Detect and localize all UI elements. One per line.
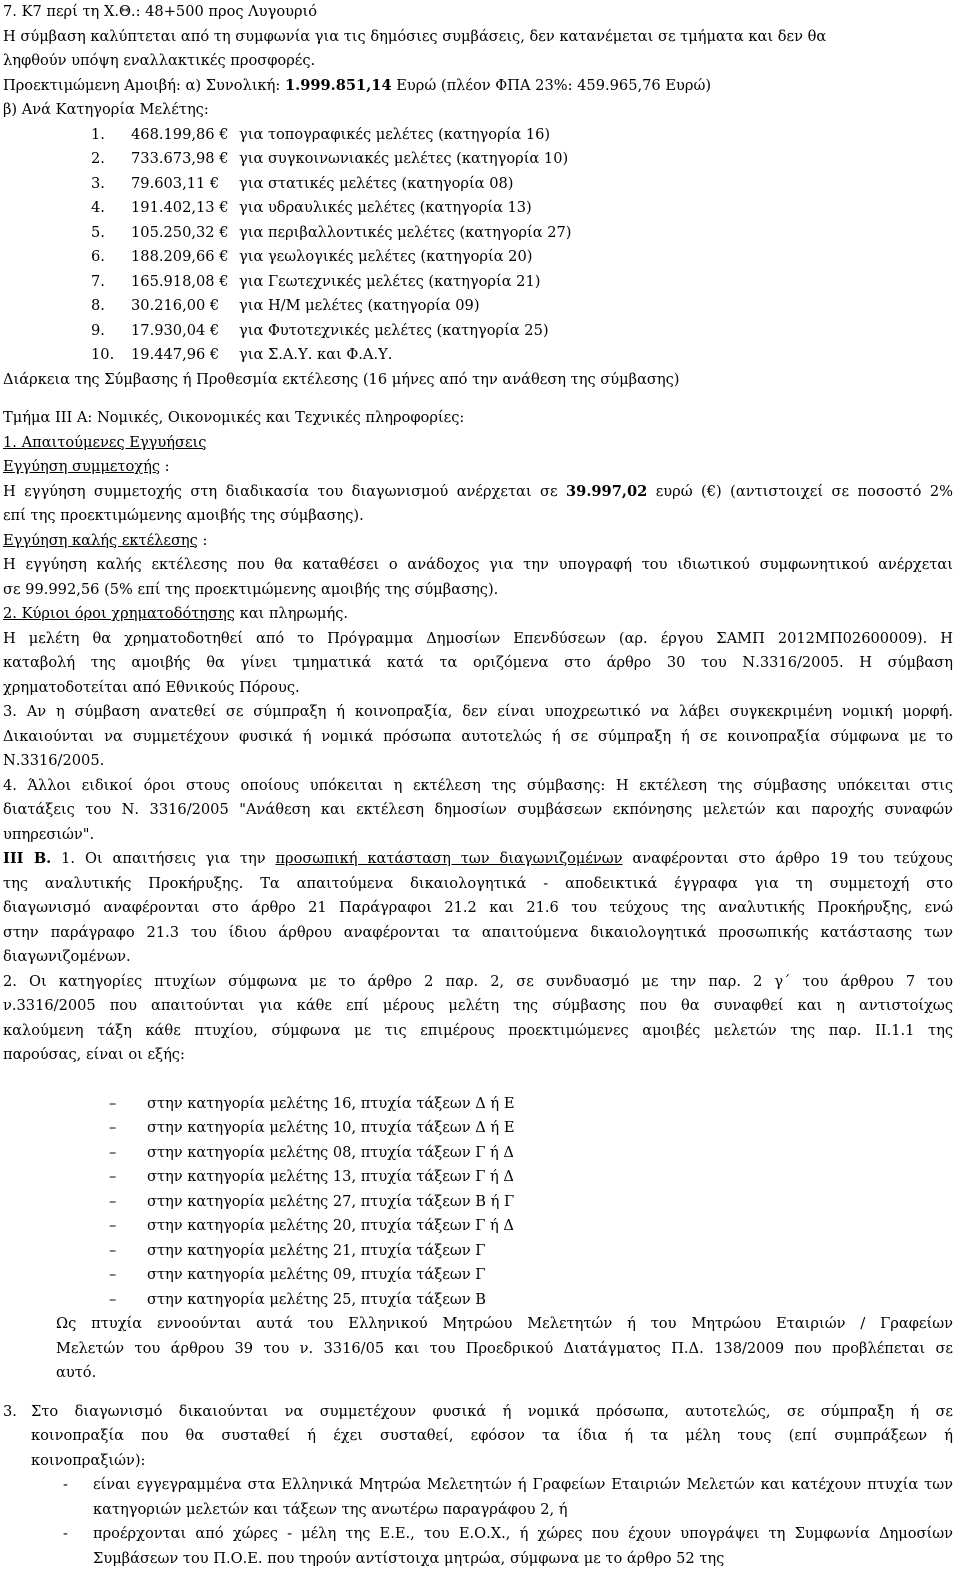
joint-venture-line-2: Δικαιούνται να συμμετέχουν φυσικά ή νομικά πρόσωπα αυτοτελώς ή σε σύμπραξη ή σε κοινοπραξία σύμφωνα με το <box>3 727 953 745</box>
eligibility-number: 3. <box>3 1402 17 1420</box>
iiib-label: ΙΙΙ Β. <box>3 850 52 867</box>
section-title: Τμήμα ΙΙΙ Α: Νομικές, Οικονομικές και Τεχνικές πληροφορίες: <box>3 409 465 426</box>
joint-venture-line-3: Ν.3316/2005. <box>3 752 105 769</box>
financing-line-1: Η μελέτη θα χρηματοδοτηθεί από το Πρόγραμμα Δημοσίων Επενδύσεων (αρ. έργου ΣΑΜΠ 2012ΜΠ02600009). Η <box>3 629 953 647</box>
degrees-note <box>56 1312 953 1386</box>
degree-item: – στην κατηγορία μελέτης 08, πτυχία τάξεων Γ ή Δ <box>109 1143 514 1161</box>
degrees-note-line-1: Ως πτυχία εννοούνται αυτά του Ελληνικού Μητρώου Μελετητών ή του Μητρώου Εταιριών / Γραφείων <box>56 1315 953 1332</box>
participation-amount: 39.997,02 <box>566 482 648 500</box>
contract-coverage-line-2: ληφθούν υπόψη εναλλακτικές προσφορές. <box>3 52 316 69</box>
degree-item: – στην κατηγορία μελέτης 09, πτυχία τάξεων Γ <box>109 1266 486 1283</box>
degree-item: – στην κατηγορία μελέτης 20, πτυχία τάξεων Γ ή Δ <box>109 1217 514 1234</box>
estimated-fee-label: Προεκτιμώμενη Αμοιβή: <box>3 76 181 94</box>
eligibility-line-2: κοινοπραξία που θα συσταθεί ή έχει συσταθεί, εφόσον τα ίδια ή τα μέλη τους (επί συμπράξεων ή <box>31 1427 953 1444</box>
fee-list <box>91 123 953 368</box>
eligibility-line-1: Στο διαγωνισμό δικαιούνται να συμμετέχουν φυσικά ή νομικά πρόσωπα, αυτοτελώς, σε σύμπραξη ή σε <box>31 1402 953 1420</box>
degrees-intro-line-2: ν.3316/2005 που απαιτούνται για κάθε επί μέρους μελέτη της σύμβασης που θα συναφθεί και η αντιστοίχως <box>3 997 953 1014</box>
fee-row: 2. 733.673,98 € για συγκοινωνιακές μελέτες (κατηγορία 10) <box>91 150 569 167</box>
header-line: 7. Κ7 περί τη Χ.Θ.: 48+500 προς Λυγουριό <box>3 3 318 20</box>
estimated-fee-line: Προεκτιμώμενη Αμοιβή: α) Συνολική: 1.999.851,14 Ευρώ (πλέον ΦΠΑ 23%: 459.965,76 Ευρώ) <box>3 76 712 94</box>
fee-row: 3. 79.603,11 € για στατικές μελέτες (κατηγορία 08) <box>91 174 514 192</box>
personal-status-link-text: προσωπική κατάσταση των διαγωνιζομένων <box>275 850 623 867</box>
eligibility-paragraph <box>3 1400 953 1474</box>
iiib-line-5: διαγωνιζομένων. <box>3 948 131 965</box>
spacer <box>3 1386 953 1400</box>
degree-list <box>109 1092 953 1313</box>
special-terms-line-1: 4. Άλλοι ειδικοί όροι στους οποίους υπόκειται η εκτέλεση της σύμβασης: Η εκτέλεση της σύμβασης υπόκειται στις <box>3 776 953 794</box>
degrees-intro-line-1: 2. Οι κατηγορίες πτυχίων σύμφωνα με το άρθρο 2 παρ. 2, σε συνδυασμό με την παρ. 2 γ΄ του άρθρου 7 του <box>3 972 953 990</box>
performance-heading: Εγγύηση καλής εκτέλεσης <box>3 531 198 549</box>
degree-item: – στην κατηγορία μελέτης 10, πτυχία τάξεων Δ ή Ε <box>109 1119 515 1136</box>
duration-line: Διάρκεια της Σύμβασης ή Προθεσμία εκτέλεσης (16 μήνες από την ανάθεση της σύμβασης) <box>3 370 680 388</box>
participation-heading-line: Εγγύηση συμμετοχής : <box>3 458 170 475</box>
degree-item: – στην κατηγορία μελέτης 27, πτυχία τάξεων Β ή Γ <box>109 1192 515 1210</box>
degrees-intro-line-3: καλούμενη τάξη κάθε πτυχίου, σύμφωνα με τις επιμέρους προεκτιμώμενες αμοιβές μελετών της παρ. ΙΙ.1.1 της <box>3 1021 953 1039</box>
fee-row: 6. 188.209,66 € για γεωλογικές μελέτες (κατηγορία 20) <box>91 248 533 265</box>
fee-row: 1. 468.199,86 € για τοπογραφικές μελέτες (κατηγορία 16) <box>91 125 551 143</box>
participation-heading: Εγγύηση συμμετοχής <box>3 458 161 475</box>
financing-line-3: χρηματοδοτείται από Εθνικούς Πόρους. <box>3 678 300 696</box>
degree-item: – στην κατηγορία μελέτης 13, πτυχία τάξεων Γ ή Δ <box>109 1168 514 1185</box>
eligibility-sub-item: - προέρχονται από χώρες - μέλη της Ε.Ε., του Ε.Ο.Χ., ή χώρες που έχουν υπογράψει τη Συμφωνία Δημοσίων Συμβάσεων του Π.Ο.Ε. που τηρούν αντίστοιχα μητρώα, σύμφωνα με το άρθρο 52 της <box>63 1525 953 1567</box>
participation-line-1: Η εγγύηση συμμετοχής στη διαδικασία του διαγωνισμού ανέρχεται σε 39.997,02 ευρώ (€) (αντιστοιχεί σε ποσοστό 2% <box>3 482 953 500</box>
fee-by-category-label: β) Ανά Κατηγορία Μελέτης: <box>3 101 209 118</box>
degree-item: – στην κατηγορία μελέτης 25, πτυχία τάξεων Β <box>109 1290 486 1308</box>
eligibility-sub-list <box>63 1473 953 1571</box>
degree-item: – στην κατηγορία μελέτης 16, πτυχία τάξεων Δ ή Ε <box>109 1094 515 1112</box>
performance-line-1: Η εγγύηση καλής εκτέλεσης που θα καταθέσει ο ανάδοχος για την υπογραφή του ιδιωτικού συμφωνητικού ανέρχεται <box>3 556 953 573</box>
degree-item: – στην κατηγορία μελέτης 21, πτυχία τάξεων Γ <box>109 1241 486 1259</box>
iiib-line-3: διαγωνισμό αναφέρονται στο άρθρο 21 Παράγραφοι 21.2 και 21.6 του τεύχους της αναλυτικής Προκήρυξης, ενώ <box>3 899 953 916</box>
fee-row: 5. 105.250,32 € για περιβαλλοντικές μελέτες (κατηγορία 27) <box>91 223 572 241</box>
fee-row: 7. 165.918,08 € για Γεωτεχνικές μελέτες (κατηγορία 21) <box>91 272 541 290</box>
performance-line-2: σε 99.992,56 (5% επί της προεκτιμώμενης αμοιβής της σύμβασης). <box>3 580 499 598</box>
participation-line-2: επί της προεκτιμώμενης αμοιβής της σύμβασης). <box>3 507 364 524</box>
degrees-note-line-2: Μελετών του άρθρου 39 του ν. 3316/05 και του Προεδρικού Διατάγματος Π.Δ. 138/2009 που προβλέπεται σε <box>56 1339 953 1357</box>
financing-heading: 2. Κύριοι όροι χρηματοδότησης <box>3 605 235 622</box>
joint-venture-line-1: 3. Αν η σύμβαση ανατεθεί σε σύμπραξη ή κοινοπραξία, δεν είναι υποχρεωτικό να λάβει συγκεκριμένη νομική μορφή. <box>3 703 953 720</box>
guarantees-heading: 1. Απαιτούμενες Εγγυήσεις <box>3 433 207 451</box>
spacer <box>3 392 953 406</box>
financing-line-2: καταβολή της αμοιβής θα γίνει τμηματικά κατά τα οριζόμενα στο άρθρο 30 του Ν.3316/2005. Η σύμβαση <box>3 654 953 671</box>
degrees-intro-line-4: παρούσας, είναι οι εξής: <box>3 1046 185 1063</box>
fee-row: 10. 19.447,96 € για Σ.Α.Υ. και Φ.Α.Υ. <box>91 346 393 363</box>
performance-heading-line: Εγγύηση καλής εκτέλεσης : <box>3 531 208 549</box>
fee-row: 8. 30.216,00 € για Η/Μ μελέτες (κατηγορία 09) <box>91 297 480 314</box>
iiib-line-4: στην παράγραφο 21.3 του ίδιου άρθρου αναφέρονται τα απαιτούμενα δικαιολογητικά προσωπικής κατάστασης των <box>3 923 953 941</box>
special-terms-line-3: υπηρεσιών". <box>3 825 95 843</box>
special-terms-line-2: διατάξεις του Ν. 3316/2005 "Ανάθεση και εκτέλεση δημοσίων συμβάσεων εκπόνησης μελετών και παροχής συναφών <box>3 801 953 818</box>
iiib-line-2: της αναλυτικής Προκήρυξης. Τα απαιτούμενα δικαιολογητικά - αποδεικτικά έγγραφα για τη συμμετοχή στο <box>3 874 953 892</box>
fee-row: 4. 191.402,13 € για υδραυλικές μελέτες (κατηγορία 13) <box>91 199 532 216</box>
iiib-line-1: ΙΙΙ Β. 1. Οι απαιτήσεις για την προσωπική κατάσταση των διαγωνιζομένων αναφέρονται στο άρθρο 19 του τεύχους <box>3 850 953 867</box>
contract-coverage-line-1: Η σύμβαση καλύπτεται από τη συμφωνία για τις δημόσιες συμβάσεις, δεν κατανέμεται σε τμήματα και δεν θα <box>3 27 827 45</box>
eligibility-sub-item: - είναι εγγεγραμμένα στα Ελληνικά Μητρώα Μελετητών ή Γραφείων Εταιριών Μελετών και κατέχουν πτυχία των κατηγοριών μελετών και τάξεων της ανωτέρω παραγράφου 2, ή <box>63 1476 953 1518</box>
fee-row: 9. 17.930,04 € για Φυτοτεχνικές μελέτες (κατηγορία 25) <box>91 321 549 339</box>
eligibility-line-3: κοινοπραξιών): <box>31 1451 146 1469</box>
degrees-note-line-3: αυτό. <box>56 1364 97 1381</box>
financing-heading-line: 2. Κύριοι όροι χρηματοδότησης και πληρωμής. <box>3 605 349 622</box>
fee-total-amount: 1.999.851,14 <box>284 76 392 94</box>
